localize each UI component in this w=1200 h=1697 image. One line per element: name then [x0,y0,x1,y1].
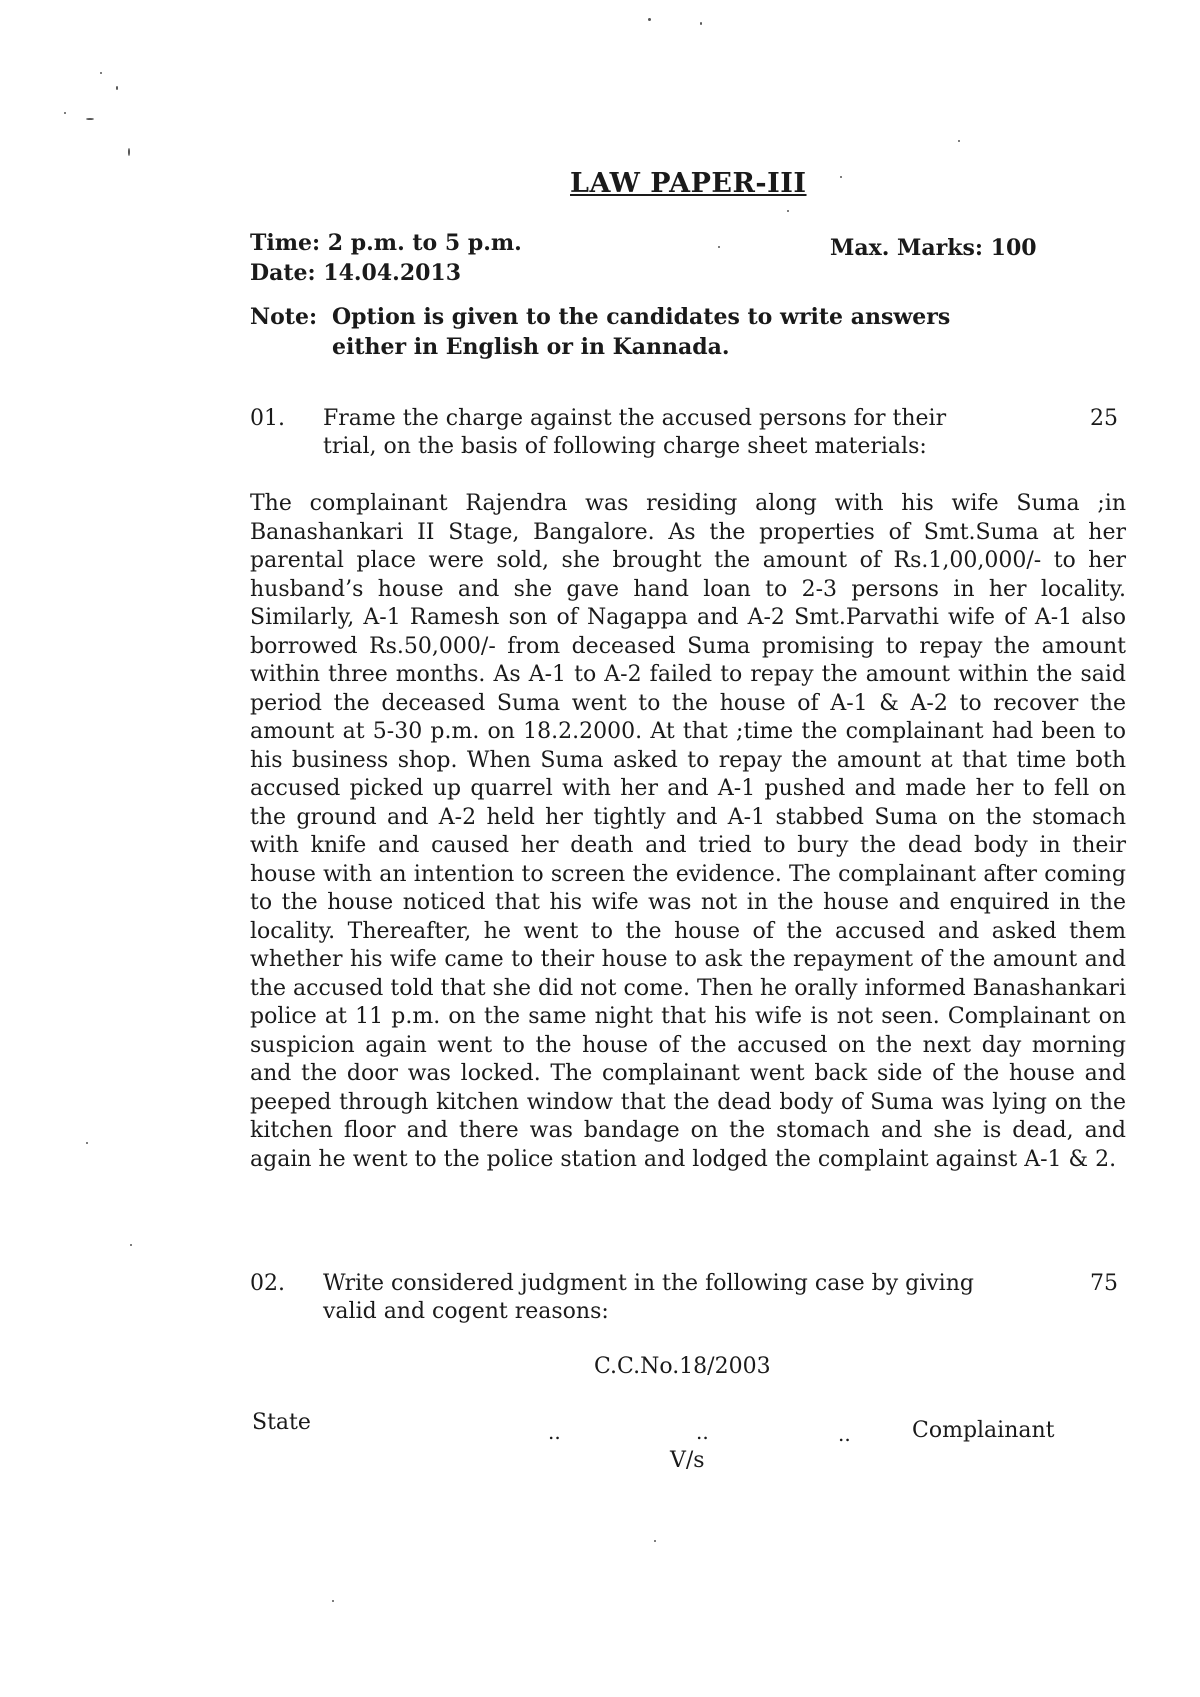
separator-dots: .. [838,1422,851,1446]
question-1-number: 01. [250,406,285,431]
scan-speck [128,148,130,156]
note-text: Option is given to the candidates to write answers either in English or in Kannada. [332,304,951,360]
exam-time: Time: 2 p.m. to 5 p.m. [250,230,522,256]
scan-speck [86,118,94,120]
scan-speck [648,18,651,21]
versus-label: V/s [670,1448,705,1473]
question-2-marks: 75 [1090,1271,1118,1296]
scan-speck [64,112,66,114]
question-2 [250,1270,1130,1330]
separator-dots: .. [696,1420,709,1444]
party-state: State [252,1410,311,1435]
scan-speck [86,1142,88,1144]
case-number: C.C.No.18/2003 [594,1354,771,1379]
question-1-marks: 25 [1090,406,1118,431]
question-1 [250,405,1130,465]
scan-speck [840,176,842,178]
exam-date: Date: 14.04.2013 [250,260,462,286]
question-2-number: 02. [250,1271,285,1296]
scan-speck [130,1244,132,1246]
note-label: Note: [250,304,318,330]
max-marks: Max. Marks: 100 [830,235,1037,261]
question-2-text: Write considered judgment in the following case by giving valid and cogent reasons: [323,1271,974,1324]
question-1-text: Frame the charge against the accused persons for their trial, on the basis of following charge sheet materials: [323,406,947,459]
scan-speck [116,86,118,90]
party-complainant: Complainant [912,1418,1055,1443]
scan-speck [100,72,102,74]
scan-speck [787,210,789,212]
scan-speck [700,22,702,25]
scan-speck [718,246,720,248]
paper-title: LAW PAPER-III [570,168,807,199]
scan-speck [654,1540,656,1542]
scan-speck [958,140,960,142]
scan-speck [332,1600,334,1602]
question-1-facts: The complainant Rajendra was residing along with his wife Suma ;in Banashankari II Stage, Bangalore. As the properties of Smt.Suma at her parental place were sold, she brought the amount of Rs.1,00,000/- to her husband’s house and she gave hand loan to 2-3 persons in her locality. Similarly, A-1 Ramesh son of Nagappa and A-2 Smt.Parvathi wife of A-1 also borrowed Rs.50,000/- from deceased Suma promising to repay the amount within three months. As A-1 to A-2 failed to repay the amount within the said period the deceased Suma went to the house of A-1 & A-2 to recover the amount at 5-30 p.m. on 18.2.2000. At that ;time the complainant had been to his business shop. When Suma asked to repay the amount at that time both accused picked up quarrel with her and A-1 pushed and made her to fell on the ground and A-2 held her tightly and A-1 stabbed Suma on the stomach with knife and caused her death and tried to bury the dead body in their house with an intention to screen the evidence. The complainant after coming to the house noticed that his wife was not in the house and enquired in the locality. Thereafter, he went to the house of the accused and asked them whether his wife came to their house to ask the repayment of the amount and the accused told that she did not come. Then he orally informed Banashankari police at 11 p.m. on the same night that his wife is not seen. Complainant on suspicion again went to the house of the accused on the next day morning and the door was locked. The complainant went back side of the house and peeped through kitchen window that the dead body of Suma was lying on the kitchen floor and there was bandage on the stomach and she is dead, and again he went to the police station and lodged the complaint against A-1 & 2. [250,491,1126,1172]
separator-dots: .. [548,1420,561,1444]
